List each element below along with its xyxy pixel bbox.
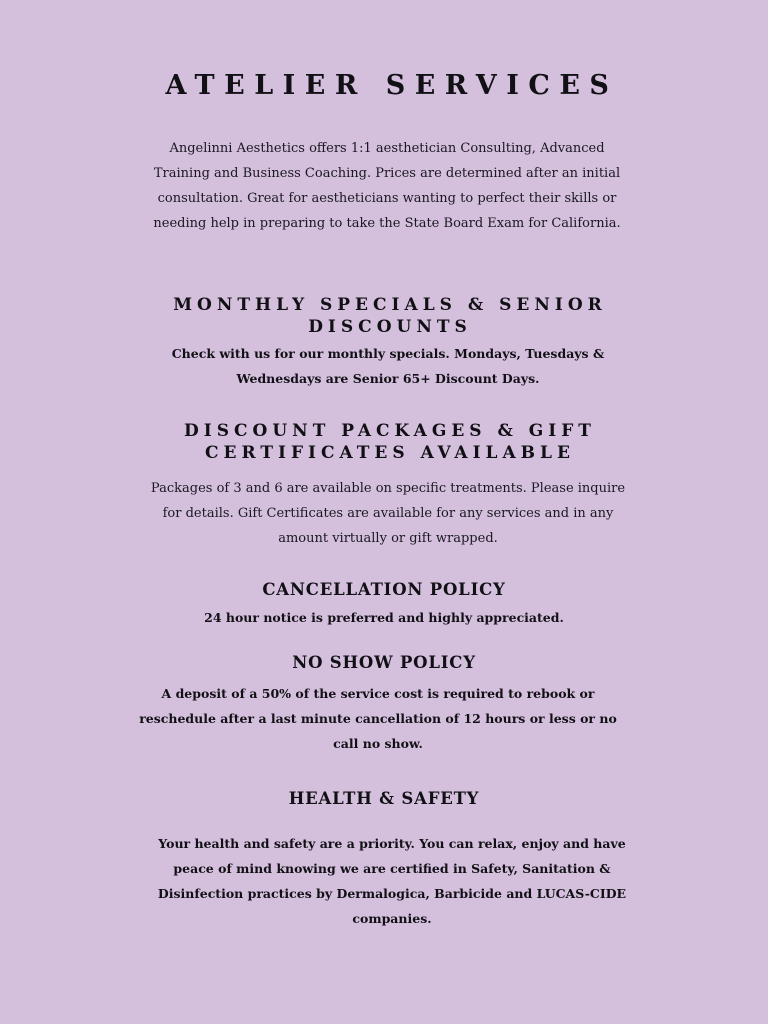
cancellation-policy-text: 24 hour notice is preferred and highly appreciated. bbox=[204, 610, 564, 625]
monthly-specials-heading: MONTHLY SPECIALS & SENIOR DISCOUNTS bbox=[173, 295, 607, 337]
discount-packages-text: Packages of 3 and 6 are available on specific treatments. Please inquire for details. Gift Certificates are available for any services and in any amount virtually or gift wrapped. bbox=[150, 481, 626, 546]
discount-packages-heading: DISCOUNT PACKAGES & GIFT CERTIFICATES AVAILABLE bbox=[184, 421, 596, 463]
health-safety-heading: HEALTH & SAFETY bbox=[288, 789, 480, 808]
intro-paragraph: Angelinni Aesthetics offers 1:1 aesthetician Consulting, Advanced Training and Business Coaching. Prices are determined after an initial consultation. Great for aestheticians wanting to perfect their skills or needing help in preparing to take the State Board Exam for California. bbox=[153, 141, 621, 231]
no-show-policy-text: A deposit of a 50% of the service cost is required to rebook or reschedule after a last minute cancellation of 12 hours or less or no call no show. bbox=[139, 686, 617, 751]
monthly-specials-text: Check with us for our monthly specials. Mondays, Tuesdays & Wednesdays are Senior 65+ Discount Days. bbox=[171, 346, 605, 386]
page-title: ATELIER SERVICES bbox=[165, 70, 619, 101]
cancellation-policy-heading: CANCELLATION POLICY bbox=[262, 580, 506, 599]
health-safety-text: Your health and safety are a priority. You can relax, enjoy and have peace of mind knowing we are certified in Safety, Sanitation & Disinfection practices by Dermalogica, Barbicide and LUCAS-CIDE companies. bbox=[157, 836, 627, 926]
no-show-policy-heading: NO SHOW POLICY bbox=[292, 653, 476, 672]
